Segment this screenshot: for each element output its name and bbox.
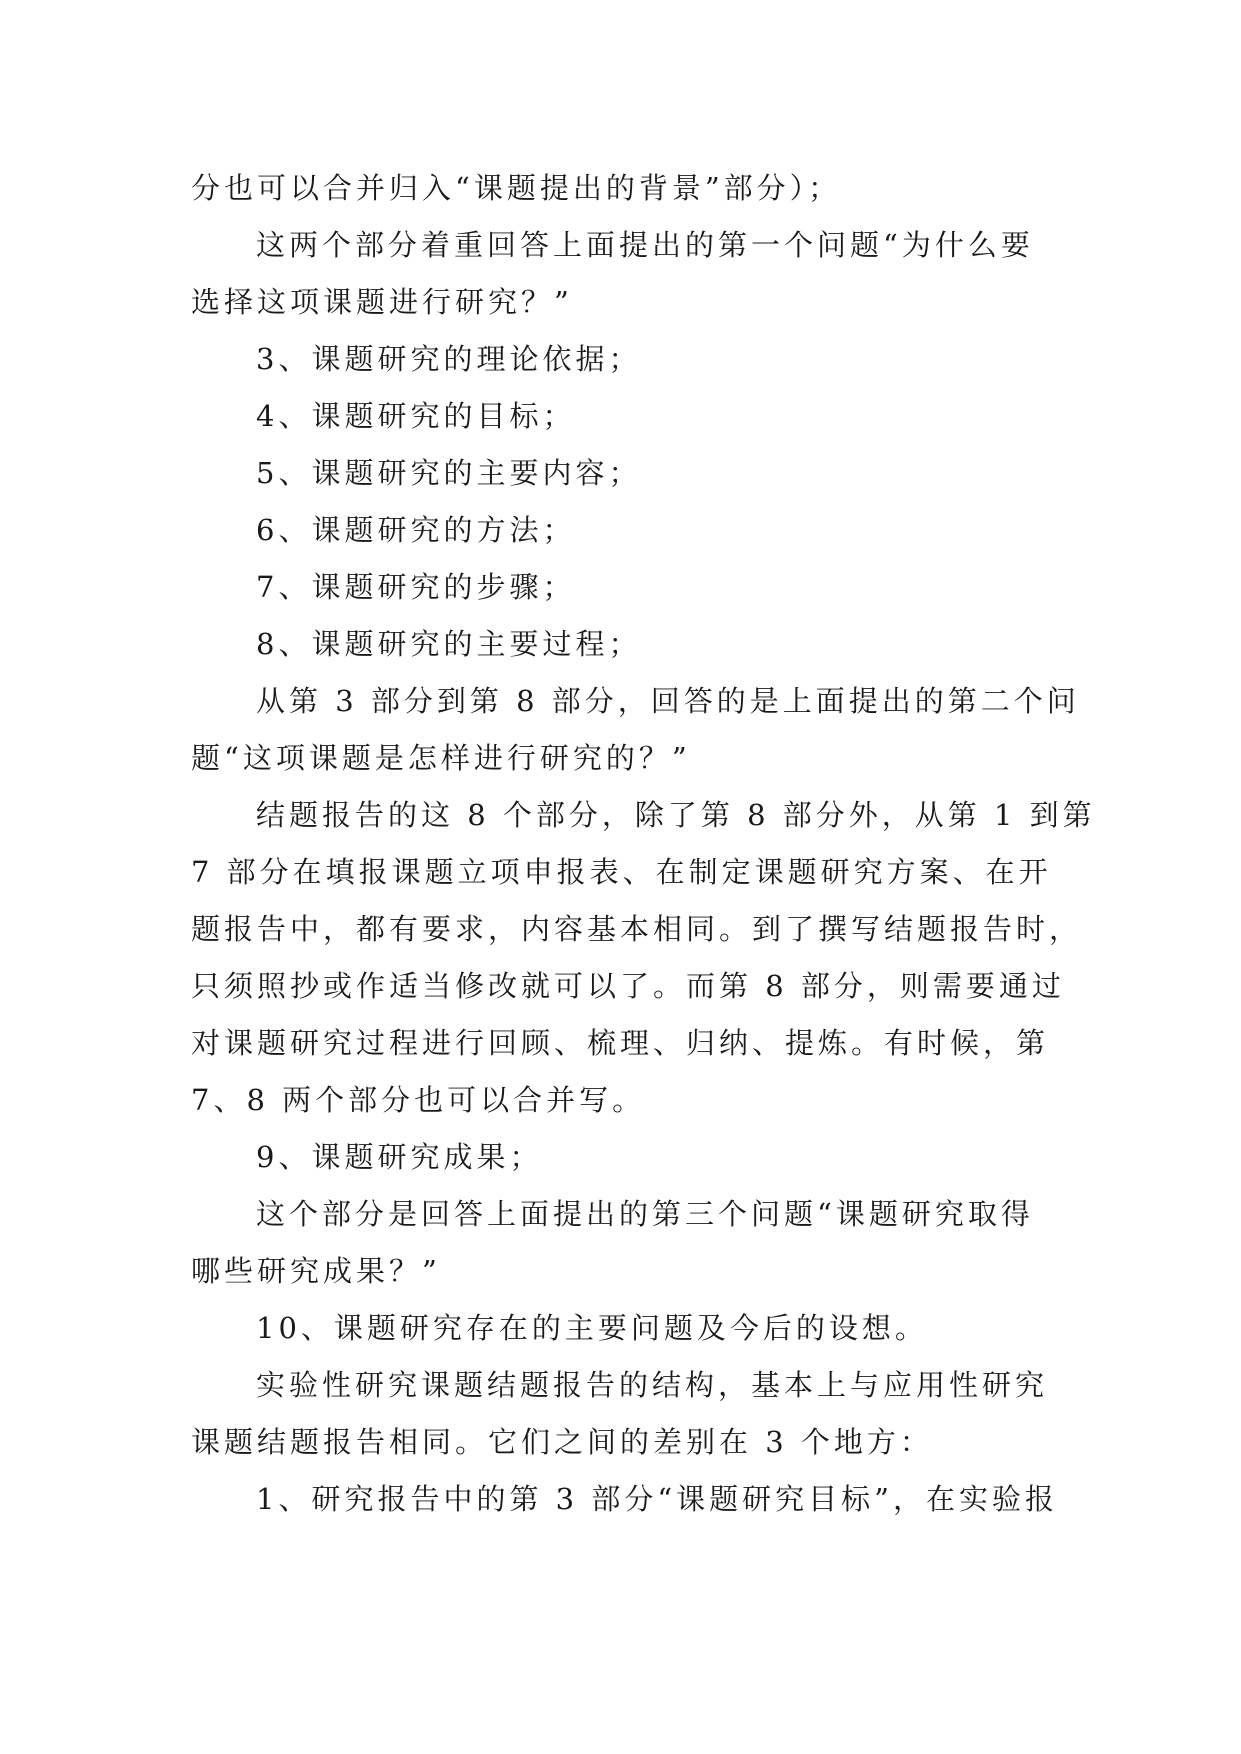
list-item: 1、研究报告中的第 3 部分“课题研究目标”，在实验报 bbox=[256, 1482, 1058, 1516]
text-line: 7 部分在填报课题立项申报表、在制定课题研究方案、在开 bbox=[191, 855, 1052, 889]
list-item: 7、课题研究的步骤； bbox=[256, 570, 576, 604]
list-item: 10、课题研究存在的主要问题及今后的设想。 bbox=[256, 1311, 928, 1345]
text-line: 题报告中，都有要求，内容基本相同。到了撰写结题报告时， bbox=[191, 912, 1083, 946]
text-line: 哪些研究成果？” bbox=[191, 1254, 441, 1288]
text-line: 课题结题报告相同。它们之间的差别在 3 个地方： bbox=[191, 1425, 933, 1459]
text-line: 这个部分是回答上面提出的第三个问题“课题研究取得 bbox=[256, 1197, 1034, 1231]
list-item: 9、课题研究成果； bbox=[256, 1140, 543, 1174]
text-line: 分也可以合并归入“课题提出的背景”部分）； bbox=[191, 171, 842, 205]
text-line: 选择这项课题进行研究？” bbox=[191, 285, 573, 319]
list-item: 6、课题研究的方法； bbox=[256, 513, 576, 547]
document-body bbox=[191, 160, 1096, 1528]
text-line: 从第 3 部分到第 8 部分，回答的是上面提出的第二个问 bbox=[256, 684, 1080, 718]
text-line: 结题报告的这 8 个部分，除了第 8 部分外，从第 1 到第 bbox=[256, 798, 1096, 832]
text-line: 实验性研究课题结题报告的结构，基本上与应用性研究 bbox=[256, 1368, 1049, 1402]
list-item: 5、课题研究的主要内容； bbox=[256, 456, 642, 490]
text-line: 题“这项课题是怎样进行研究的？” bbox=[191, 741, 691, 775]
text-line: 这两个部分着重回答上面提出的第一个问题“为什么要 bbox=[256, 228, 1034, 262]
text-line: 对课题研究过程进行回顾、梳理、归纳、提炼。有时候，第 bbox=[191, 1026, 1050, 1060]
text-line: 只须照抄或作适当修改就可以了。而第 8 部分，则需要通过 bbox=[191, 969, 1065, 1003]
list-item: 3、课题研究的理论依据； bbox=[256, 342, 642, 376]
list-item: 4、课题研究的目标； bbox=[256, 399, 576, 433]
list-item: 8、课题研究的主要过程； bbox=[256, 627, 642, 661]
text-line: 7、8 两个部分也可以合并写。 bbox=[191, 1083, 646, 1117]
